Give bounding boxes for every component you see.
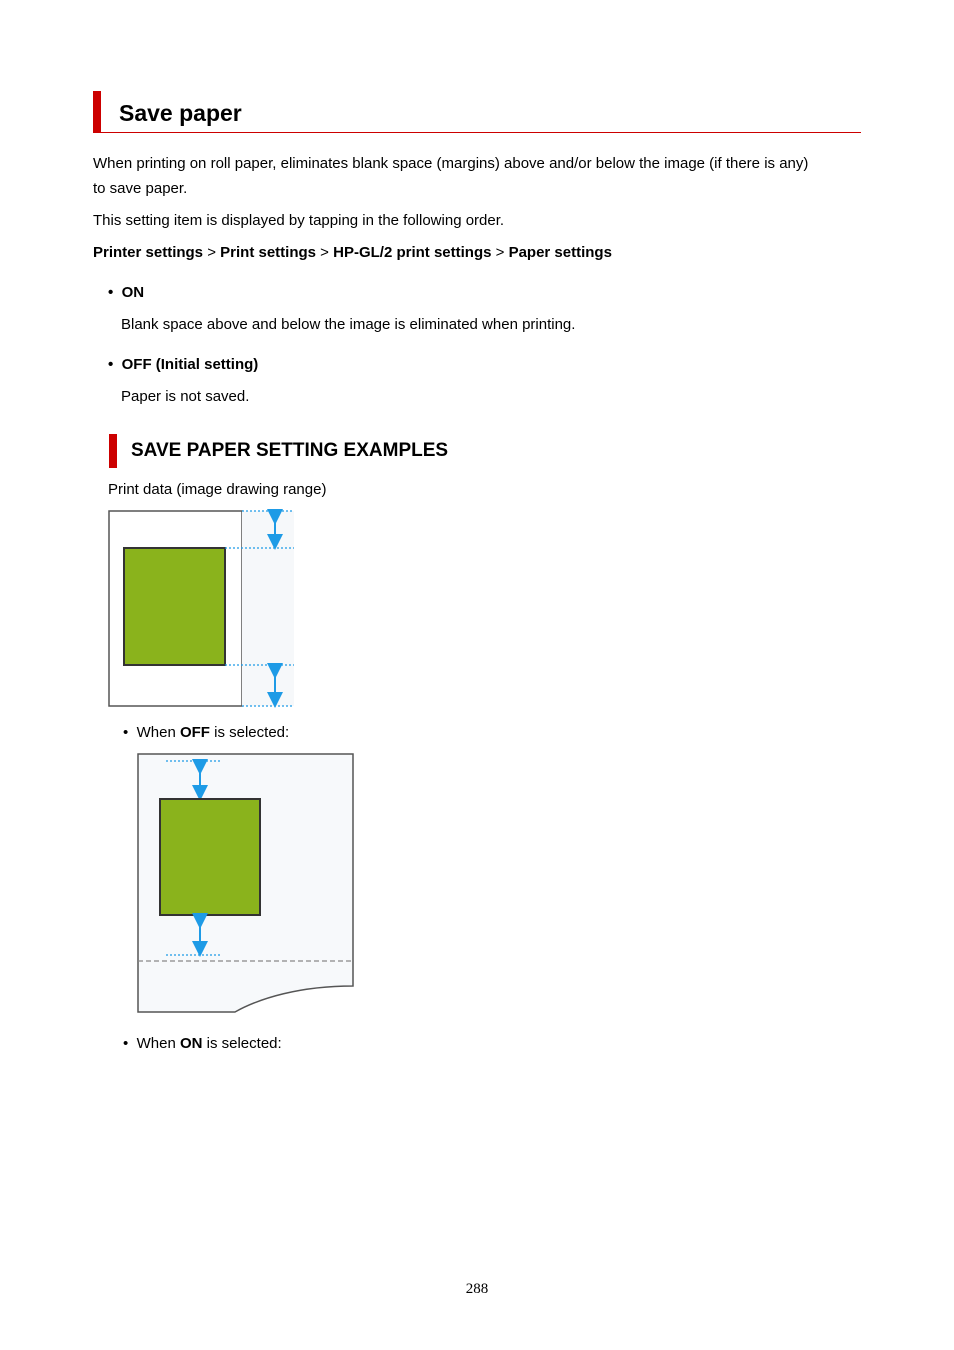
path-separator: > — [320, 244, 329, 261]
bullet-icon: • — [123, 724, 129, 741]
image-area — [160, 799, 260, 915]
when-on-caption — [123, 1031, 282, 1056]
path-separator: > — [495, 244, 505, 261]
path-separator: > — [207, 244, 216, 261]
option-off — [108, 352, 258, 377]
off-selected-diagram — [130, 750, 360, 1020]
heading-accent-bar — [93, 91, 101, 133]
print-data-diagram — [100, 505, 300, 711]
option-on — [108, 280, 144, 305]
caption-bold: OFF — [179, 724, 210, 741]
menu-path-item-print-settings: Print settings — [220, 244, 316, 261]
heading-underline — [101, 132, 861, 133]
caption-bold: ON — [179, 1035, 203, 1052]
when-off-caption — [123, 720, 289, 745]
menu-path-item-printer-settings: Printer settings — [93, 244, 204, 261]
caption-text: is selected: — [202, 1035, 282, 1052]
option-off-description: Paper is not saved. — [121, 388, 250, 405]
print-data-caption: Print data (image drawing range) — [108, 481, 327, 498]
option-off-label: OFF (Initial setting) — [121, 356, 259, 373]
option-on-description: Blank space above and below the image is eliminated when printing. — [121, 316, 576, 333]
menu-path — [93, 240, 612, 265]
option-on-label: ON — [121, 284, 145, 301]
page-number: 288 — [465, 1281, 489, 1297]
bullet-icon: • — [108, 284, 114, 301]
subheading-examples: SAVE PAPER SETTING EXAMPLES — [131, 440, 449, 461]
intro-paragraph-line2: to save paper. — [93, 180, 188, 197]
margin-shade — [242, 511, 294, 706]
caption-text: When — [136, 724, 180, 741]
image-area — [124, 548, 225, 665]
subheading-accent-bar — [109, 434, 117, 468]
bullet-icon: • — [123, 1035, 129, 1052]
menu-path-item-paper-settings: Paper settings — [508, 244, 612, 261]
menu-path-item-hpgl2-print-settings: HP-GL/2 print settings — [333, 244, 492, 261]
caption-text: is selected: — [209, 724, 290, 741]
intro-paragraph-line1: When printing on roll paper, eliminates blank space (margins) above and/or below the image (if there is any) — [93, 155, 809, 172]
page-title: Save paper — [119, 100, 242, 126]
bullet-icon: • — [108, 356, 114, 373]
caption-text: When — [136, 1035, 180, 1052]
instruction-paragraph: This setting item is displayed by tapping in the following order. — [93, 212, 505, 229]
